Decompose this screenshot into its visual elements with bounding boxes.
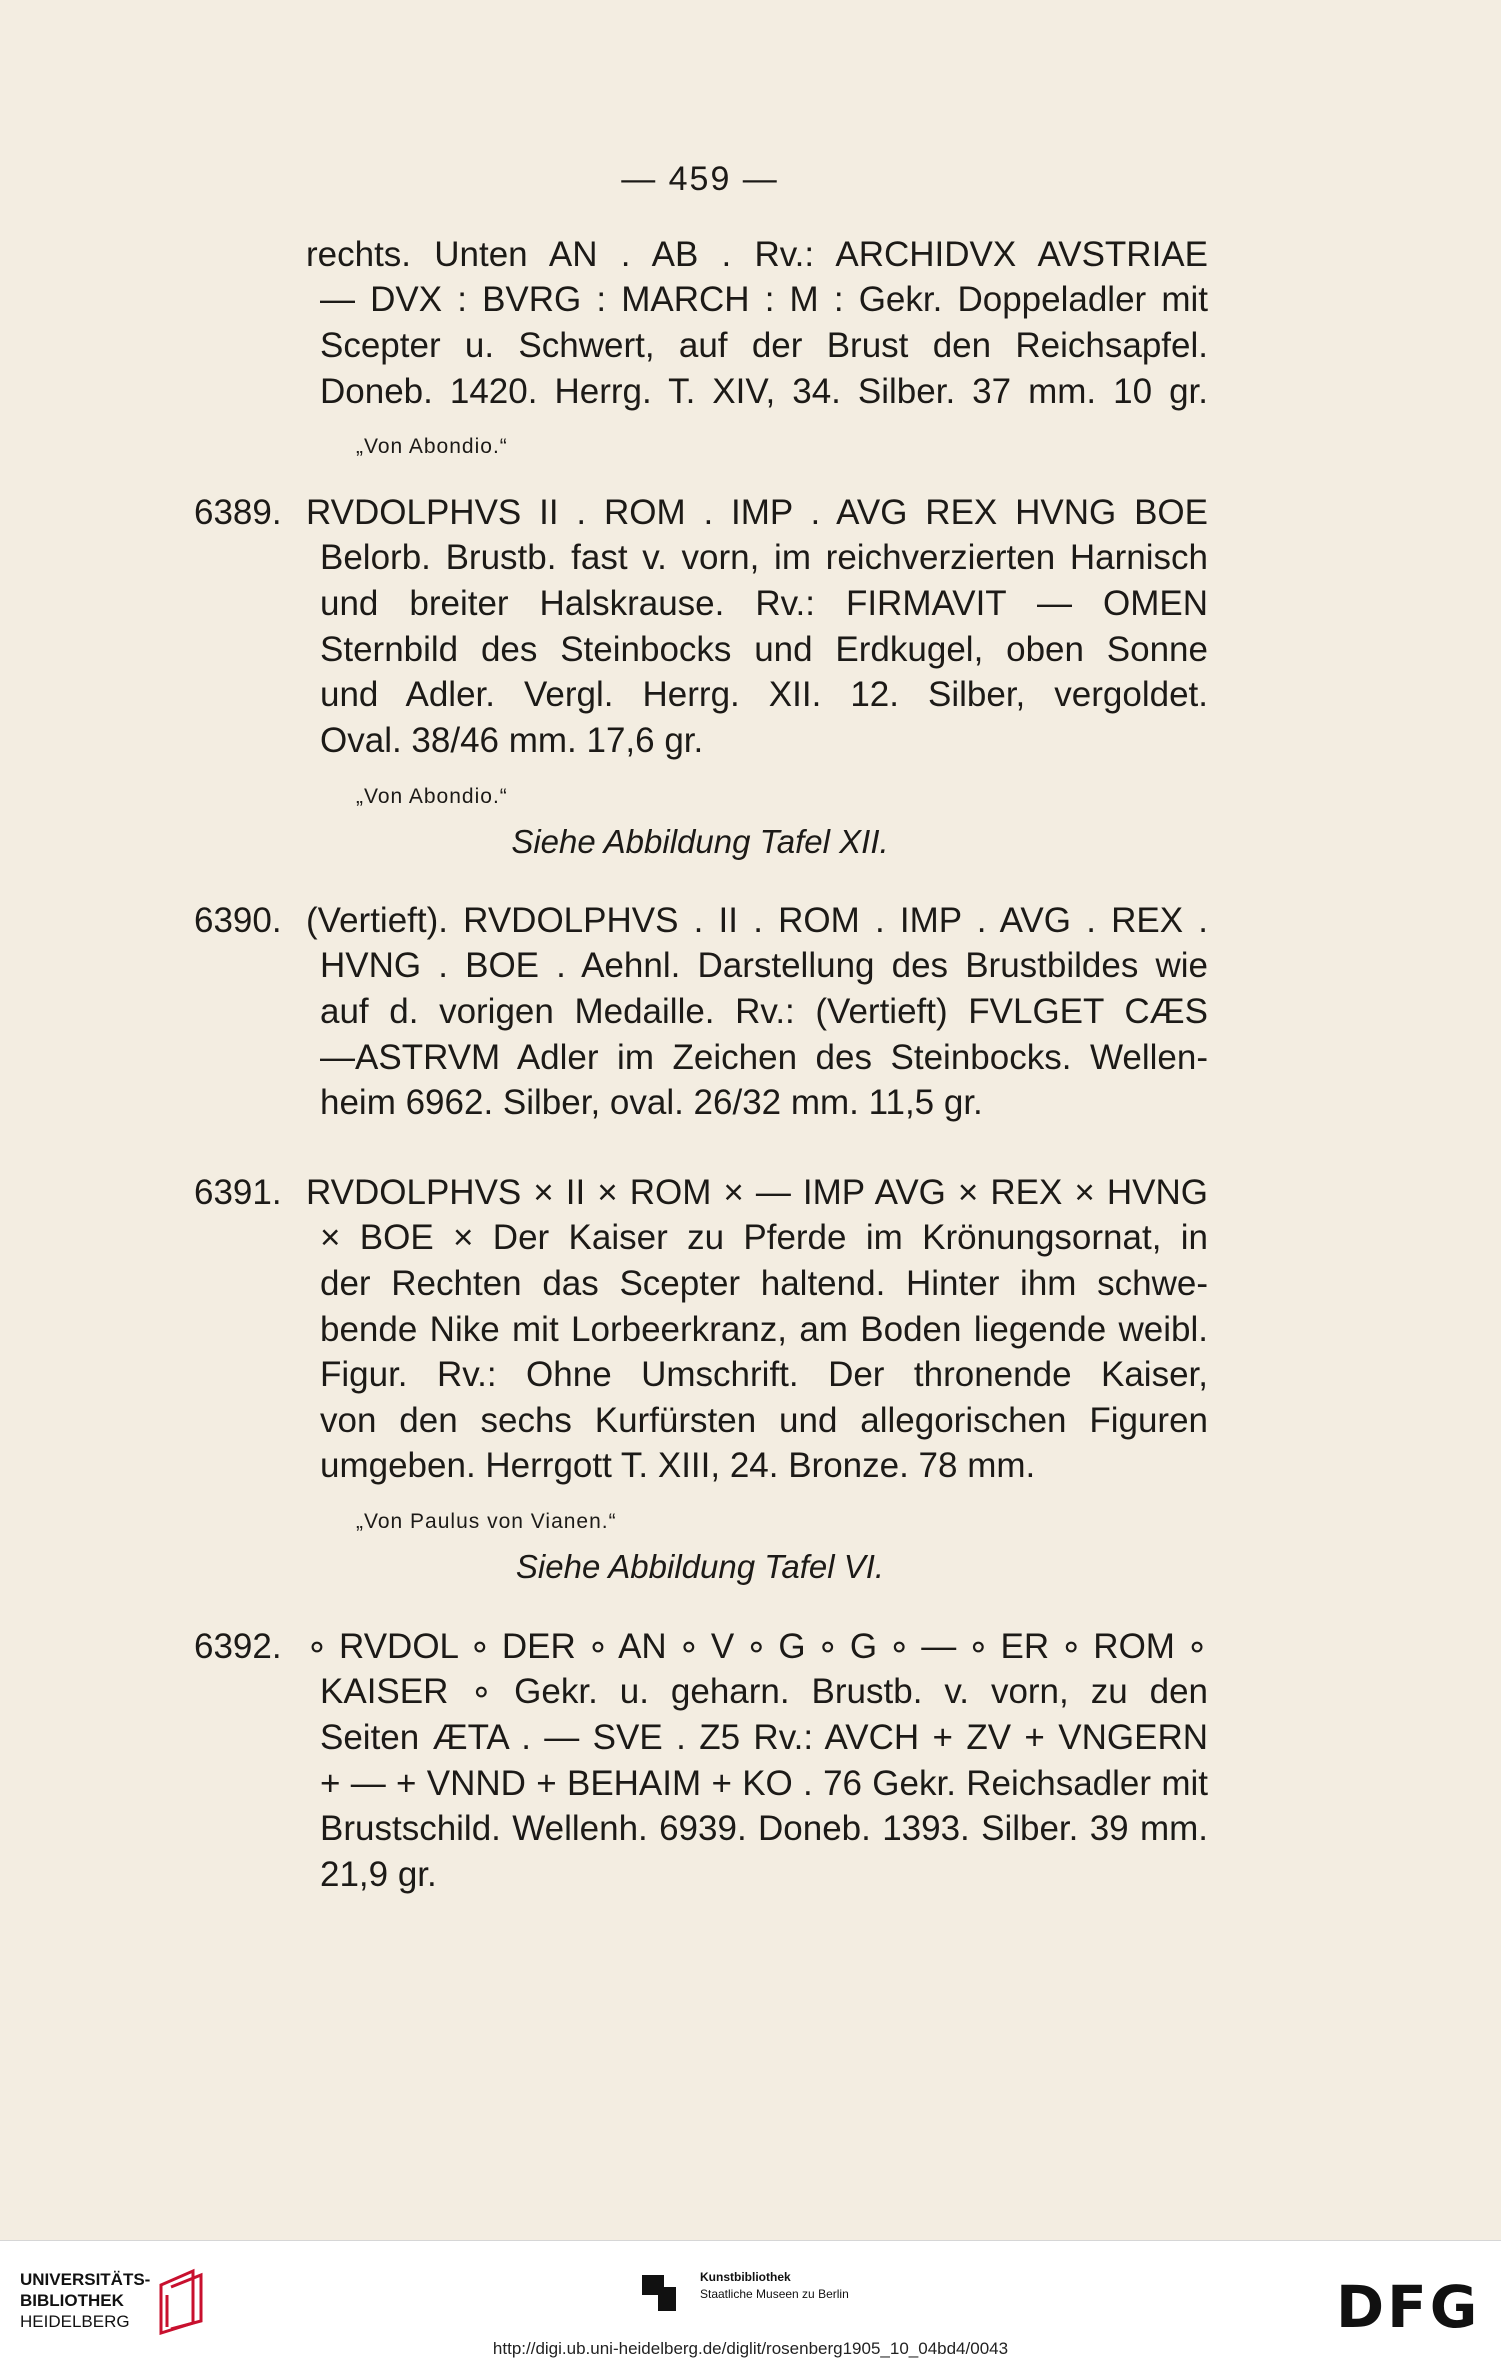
text-line: von den sechs Kurfürsten und allegorischen Figuren: [320, 1401, 1208, 1440]
text-line: Oval. 38/46 mm. 17,6 gr.: [320, 721, 704, 760]
kunstbibliothek-logo[interactable]: [640, 2269, 900, 2319]
digitization-footer: [0, 2240, 1501, 2364]
text-line: (Vertieft). RVDOLPHVS . II . ROM . IMP . AVG . REX .: [306, 901, 1208, 940]
text-line: RVDOLPHVS × II × ROM × — IMP AVG × REX × HVNG: [306, 1173, 1208, 1212]
ub-logo-line: HEIDELBERG: [20, 2312, 130, 2331]
kb-logo-line: Staatliche Museen zu Berlin: [700, 2287, 849, 2301]
ub-heidelberg-logo[interactable]: [20, 2265, 220, 2345]
text-line: Brustschild. Wellenh. 6939. Doneb. 1393. Silber. 39 mm.: [320, 1809, 1208, 1848]
entry-number: 6389.: [194, 493, 282, 532]
permalink-url[interactable]: http://digi.ub.uni-heidelberg.de/diglit/rosenberg1905_10_04bd4/0043: [492, 2339, 1009, 2358]
plate-reference: Siehe Abbildung Tafel XII.: [511, 823, 889, 860]
text-line: × BOE × Der Kaiser zu Pferde im Krönungsornat, in: [320, 1218, 1208, 1257]
entry-number: 6391.: [194, 1173, 282, 1212]
dfg-logo[interactable]: DFG: [1336, 2273, 1481, 2341]
text-line: heim 6962. Silber, oval. 26/32 mm. 11,5 gr.: [320, 1083, 983, 1122]
text-line: Belorb. Brustb. fast v. vorn, im reichverzierten Harnisch: [320, 538, 1208, 577]
ub-book-icon: [153, 2265, 213, 2335]
text-line: auf d. vorigen Medaille. Rv.: (Vertieft) FVLGET CÆS: [320, 992, 1208, 1031]
text-line: Doneb. 1420. Herrg. T. XIV, 34. Silber. 37 mm. 10 gr.: [320, 372, 1208, 411]
ub-logo-line: BIBLIOTHEK: [20, 2291, 124, 2310]
text-line: KAISER ∘ Gekr. u. geharn. Brustb. v. vorn, zu den: [320, 1672, 1208, 1711]
text-line: und Adler. Vergl. Herrg. XII. 12. Silber, vergoldet.: [320, 675, 1208, 714]
text-line: — DVX : BVRG : MARCH : M : Gekr. Doppeladler mit: [320, 280, 1208, 319]
text-line: Scepter u. Schwert, auf der Brust den Reichsapfel.: [320, 326, 1208, 365]
attribution: „Von Paulus von Vianen.“: [356, 1510, 617, 1533]
text-line: + — + VNND + BEHAIM + KO . 76 Gekr. Reichsadler mit: [320, 1764, 1208, 1803]
text-line: ∘ RVDOL ∘ DER ∘ AN ∘ V ∘ G ∘ G ∘ — ∘ ER ∘ ROM ∘: [306, 1627, 1208, 1666]
text-line: RVDOLPHVS II . ROM . IMP . AVG REX HVNG BOE: [306, 493, 1208, 532]
text-line: Seiten ÆTA . — SVE . Z5 Rv.: AVCH + ZV + VNGERN: [320, 1718, 1208, 1757]
text-line: Sternbild des Steinbocks und Erdkugel, oben Sonne: [320, 630, 1208, 669]
text-line: —ASTRVM Adler im Zeichen des Steinbocks. Wellen-: [320, 1038, 1208, 1077]
page-number: — 459 —: [621, 160, 779, 198]
text-line: umgeben. Herrgott T. XIII, 24. Bronze. 78 mm.: [320, 1446, 1036, 1485]
attribution: „Von Abondio.“: [356, 435, 508, 458]
text-line: rechts. Unten AN . AB . Rv.: ARCHIDVX AVSTRIAE: [306, 235, 1208, 274]
plate-reference: Siehe Abbildung Tafel VI.: [515, 1548, 885, 1585]
text-line: HVNG . BOE . Aehnl. Darstellung des Brustbildes wie: [320, 946, 1208, 985]
text-line: und breiter Halskrause. Rv.: FIRMAVIT — OMEN: [320, 584, 1208, 623]
entry-number: 6390.: [194, 901, 282, 940]
text-line: bende Nike mit Lorbeerkranz, am Boden liegende weibl.: [320, 1310, 1208, 1349]
text-line: 21,9 gr.: [320, 1855, 437, 1894]
ub-logo-line: UNIVERSITÄTS-: [20, 2270, 151, 2289]
kunstbibliothek-mark-icon: [640, 2273, 688, 2313]
text-line: Figur. Rv.: Ohne Umschrift. Der thronende Kaiser,: [320, 1355, 1208, 1394]
kb-logo-line: Kunstbibliothek: [700, 2270, 791, 2284]
attribution: „Von Abondio.“: [356, 785, 508, 808]
text-line: der Rechten das Scepter haltend. Hinter ihm schwe-: [320, 1264, 1208, 1303]
entry-number: 6392.: [194, 1627, 282, 1666]
